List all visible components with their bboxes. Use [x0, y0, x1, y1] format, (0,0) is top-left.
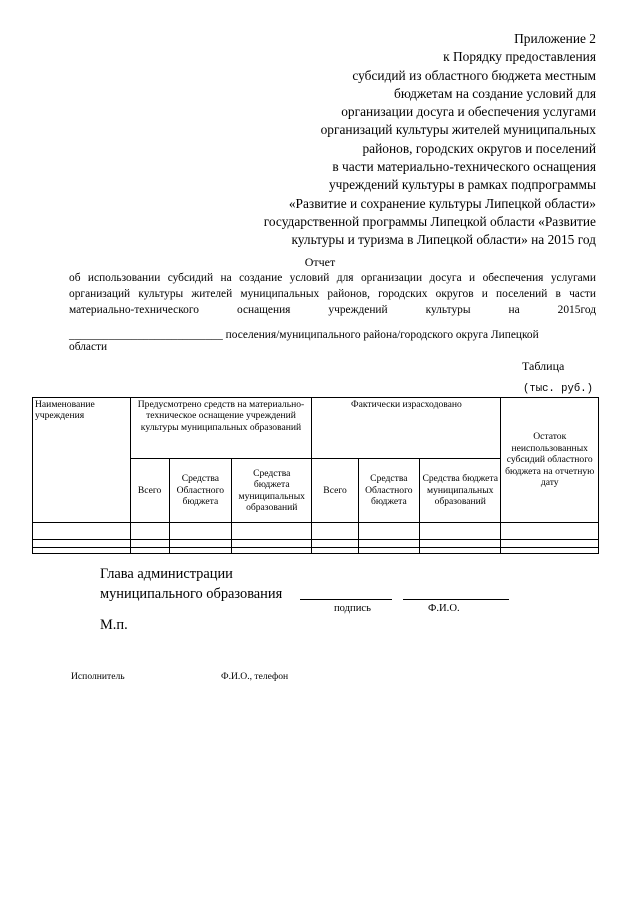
- table-cell[interactable]: [169, 540, 231, 548]
- table-cell[interactable]: [420, 548, 501, 554]
- table-cell[interactable]: [312, 523, 358, 540]
- signature-field[interactable]: [300, 599, 392, 600]
- appendix-line: организации досуга и обеспечения услугами: [341, 104, 596, 120]
- signatory-title-line2: муниципального образования: [100, 586, 283, 602]
- table-cell[interactable]: [420, 523, 501, 540]
- report-subject-line: [69, 329, 539, 353]
- table-units: (тыс. руб.): [523, 383, 593, 395]
- stamp-place: М.п.: [100, 617, 128, 633]
- table-cell[interactable]: [312, 540, 358, 548]
- appendix-line: учреждений культуры в рамках подпрограммы: [328, 177, 596, 193]
- appendix-line: Приложение 2: [514, 31, 596, 46]
- table-cell[interactable]: [501, 523, 599, 540]
- table-cell[interactable]: [501, 548, 599, 554]
- header-balance: Остаток неиспользованных субсидий областного бюджета на отчетную дату: [501, 398, 599, 523]
- header-spent-regional: Средства Областного бюджета: [358, 459, 419, 523]
- subject-type-text: поселения/муниципального района/городского округа Липецкой: [222, 329, 539, 341]
- header-actual-spent: Фактически израсходовано: [312, 398, 501, 459]
- table-cell[interactable]: [169, 548, 231, 554]
- table-cell[interactable]: [232, 548, 312, 554]
- subject-line-first: [69, 329, 539, 341]
- header-spent-total: Всего: [312, 459, 358, 523]
- report-table: [32, 397, 599, 554]
- table-cell[interactable]: [501, 540, 599, 548]
- header-planned-regional: Средства Областного бюджета: [169, 459, 231, 523]
- table-row: [33, 523, 599, 540]
- table-label: Таблица: [522, 359, 565, 373]
- table-cell[interactable]: [358, 523, 419, 540]
- header-planned-total: Всего: [130, 459, 169, 523]
- table-cell[interactable]: [420, 540, 501, 548]
- appendix-line: в части материально-технического оснащения: [332, 159, 596, 175]
- report-title: Отчет: [304, 255, 336, 269]
- appendix-line: субсидий из областного бюджета местным: [352, 67, 596, 83]
- name-field[interactable]: [403, 599, 509, 600]
- table-row: [33, 540, 599, 548]
- table-cell[interactable]: [312, 548, 358, 554]
- report-description: об использовании субсидий на создание условий для организации досуга и обеспечения услугами организаций культуры жителей муниципальных районов, городских округов и поселений в части материально-технического оснащения учреждений культуры на 2015год: [69, 272, 596, 316]
- table-cell[interactable]: [130, 523, 169, 540]
- appendix-line: государственной программы Липецкой области «Развитие: [263, 213, 596, 229]
- table-cell[interactable]: [130, 548, 169, 554]
- appendix-line: «Развитие и сохранение культуры Липецкой области»: [288, 195, 596, 211]
- table-cell[interactable]: [33, 523, 131, 540]
- appendix-line: к Порядку предоставления: [443, 49, 596, 65]
- subject-blank-field[interactable]: ___________________________: [69, 329, 223, 341]
- table-cell[interactable]: [232, 540, 312, 548]
- appendix-line: районов, городских округов и поселений: [362, 140, 596, 156]
- executor-label: Исполнитель: [71, 671, 125, 682]
- signature-caption: подпись: [334, 603, 371, 614]
- subject-type-text-end: области: [69, 341, 108, 353]
- table-cell[interactable]: [358, 548, 419, 554]
- appendix-line: организаций культуры жителей муниципальных: [320, 122, 596, 138]
- table-cell[interactable]: [169, 523, 231, 540]
- table-cell[interactable]: [130, 540, 169, 548]
- header-planned-municipal: Средства бюджета муниципальных образований: [232, 459, 312, 523]
- signatory-title-line1: Глава администрации: [100, 566, 233, 582]
- appendix-header: [176, 30, 596, 250]
- header-planned-funds: Предусмотрено средств на материально-техническое оснащение учреждений культуры муниципальных образований: [130, 398, 312, 459]
- header-institution: Наименование учреждения: [33, 398, 131, 523]
- executor-contact: Ф.И.О., телефон: [221, 671, 289, 682]
- table-cell[interactable]: [33, 540, 131, 548]
- appendix-line: бюджетам на создание условий для: [394, 85, 596, 101]
- appendix-line: культуры и туризма в Липецкой области» на 2015 год: [291, 232, 596, 248]
- table-cell[interactable]: [232, 523, 312, 540]
- name-caption: Ф.И.О.: [428, 603, 460, 614]
- table-cell[interactable]: [33, 548, 131, 554]
- table-cell[interactable]: [358, 540, 419, 548]
- table-row: [33, 548, 599, 554]
- header-spent-municipal: Средства бюджета муниципальных образований: [420, 459, 501, 523]
